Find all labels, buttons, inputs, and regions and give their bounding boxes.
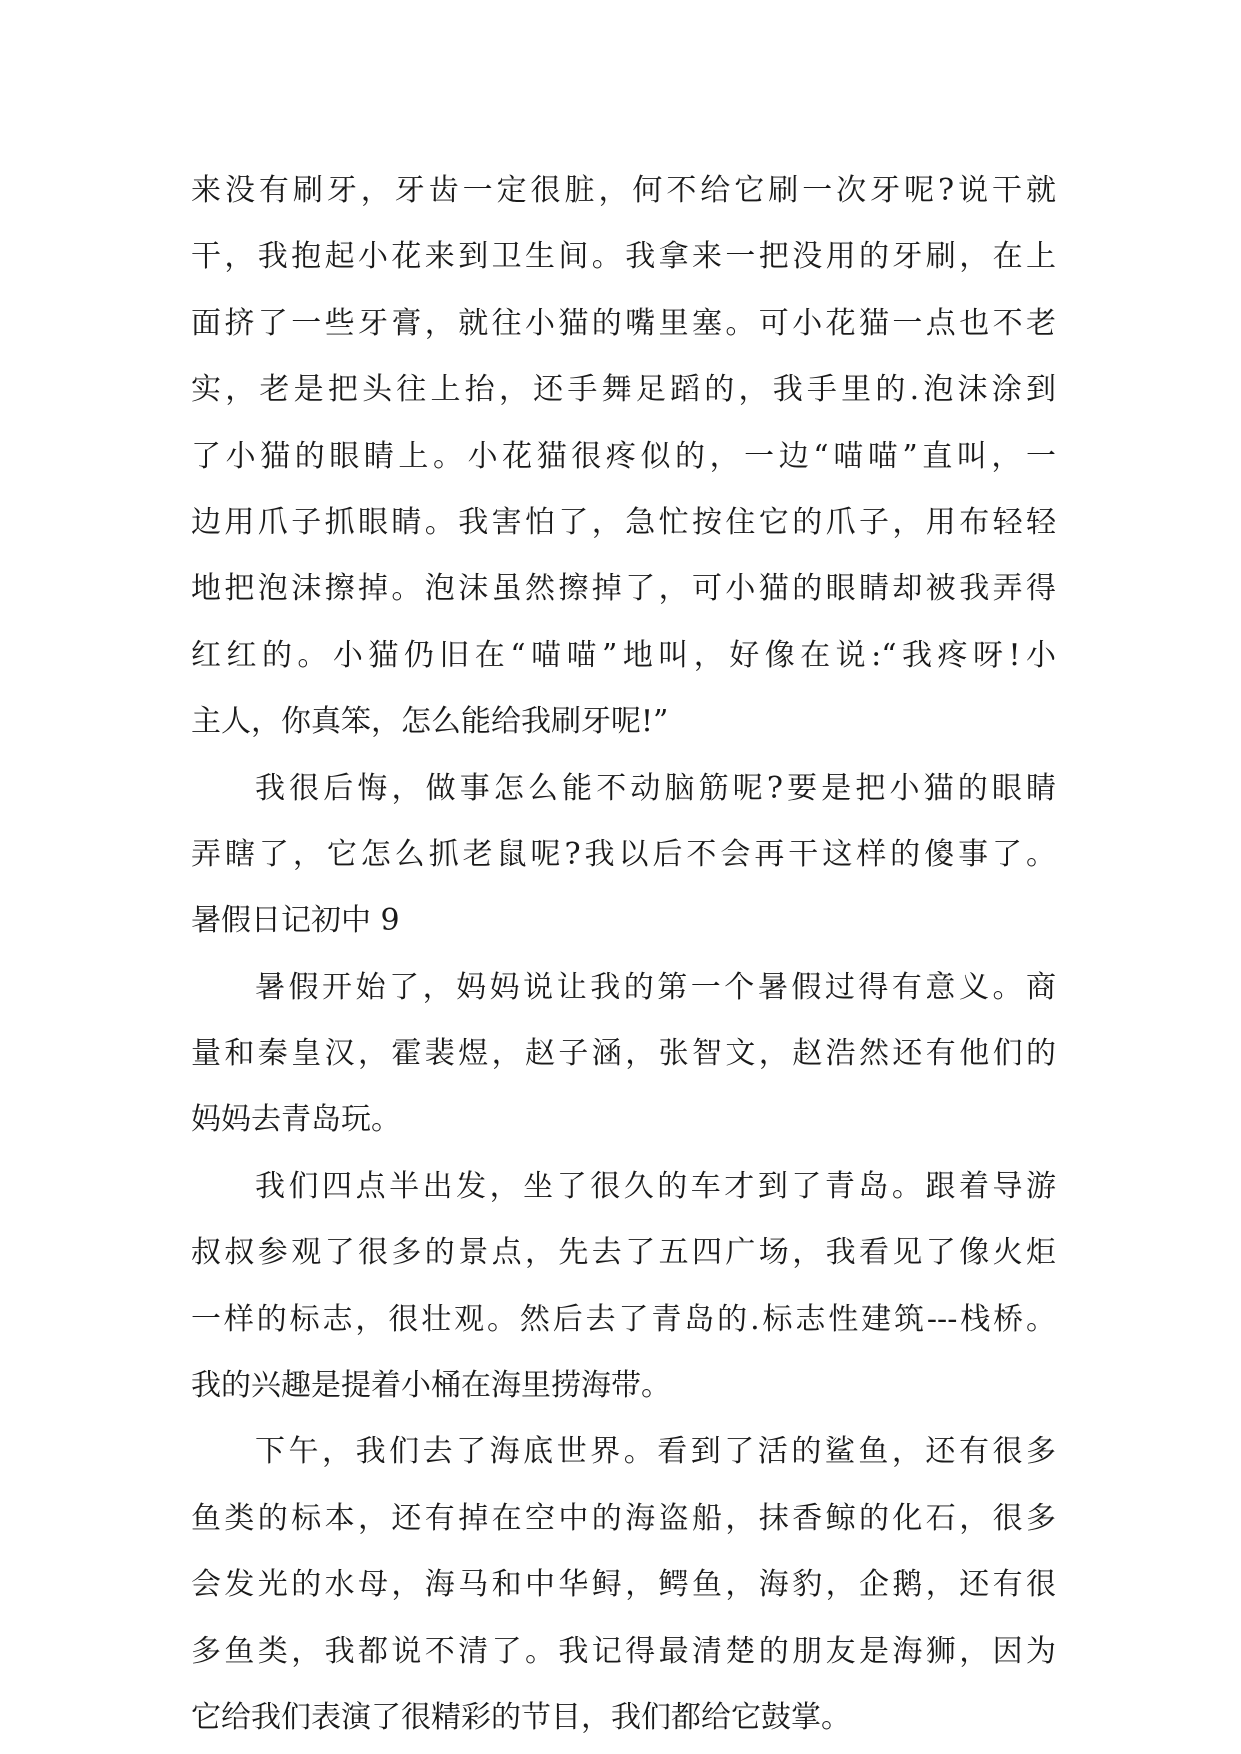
text-line: 来没有刷牙，牙齿一定很脏，何不给它刷一次牙呢?说干就 [191,173,1056,208]
text-line: 了小猫的眼睛上。小花猫很疼似的，一边“喵喵”直叫，一 [191,438,1056,474]
paragraph-first-line: 下午，我们去了海底世界。看到了活的鲨鱼，还有很多 [255,1434,1056,1470]
text-line: 多鱼类，我都说不清了。我记得最清楚的朋友是海狮，因为 [191,1633,1056,1669]
text-line: 干，我抱起小花来到卫生间。我拿来一把没用的牙刷，在上 [191,239,1056,275]
text-line: 面挤了一些牙膏，就往小猫的嘴里塞。可小花猫一点也不老 [191,305,1056,341]
text-line: 主人，你真笨，怎么能给我刷牙呢!” [191,704,669,740]
document-body [191,158,1056,1751]
text-line: 鱼类的标本，还有掉在空中的海盗船，抹香鲸的化石，很多 [191,1500,1056,1536]
paragraph-first-line: 我们四点半出发，坐了很久的车才到了青岛。跟着导游 [255,1168,1056,1204]
text-line: 实，老是把头往上抬，还手舞足蹈的，我手里的.泡沫涂到 [191,372,1056,408]
text-line: 量和秦皇汉，霍裴煜，赵子涵，张智文，赵浩然还有他们的 [191,1036,1056,1072]
text-line: 我的兴趣是提着小桶在海里捞海带。 [191,1368,671,1404]
text-line: 边用爪子抓眼睛。我害怕了，急忙按住它的爪子，用布轻轻 [191,504,1056,540]
text-line: 一样的标志，很壮观。然后去了青岛的.标志性建筑---栈桥。 [191,1301,1056,1337]
text-line: 它给我们表演了很精彩的节目，我们都给它鼓掌。 [191,1699,851,1735]
section-heading: 暑假日记初中 9 [191,903,400,939]
paragraph-first-line: 我很后悔，做事怎么能不动脑筋呢?要是把小猫的眼睛 [255,770,1056,806]
text-line: 会发光的水母，海马和中华鲟，鳄鱼，海豹，企鹅，还有很 [191,1567,1056,1603]
text-line: 弄瞎了，它怎么抓老鼠呢?我以后不会再干这样的傻事了。 [191,836,1056,872]
text-line: 妈妈去青岛玩。 [191,1102,401,1138]
text-line: 叔叔参观了很多的景点，先去了五四广场，我看见了像火炬 [191,1235,1056,1271]
paragraph-first-line: 暑假开始了，妈妈说让我的第一个暑假过得有意义。商 [255,969,1056,1005]
text-line: 红红的。小猫仍旧在“喵喵”地叫，好像在说:“我疼呀!小 [191,637,1056,673]
text-line: 地把泡沫擦掉。泡沫虽然擦掉了，可小猫的眼睛却被我弄得 [191,571,1056,607]
